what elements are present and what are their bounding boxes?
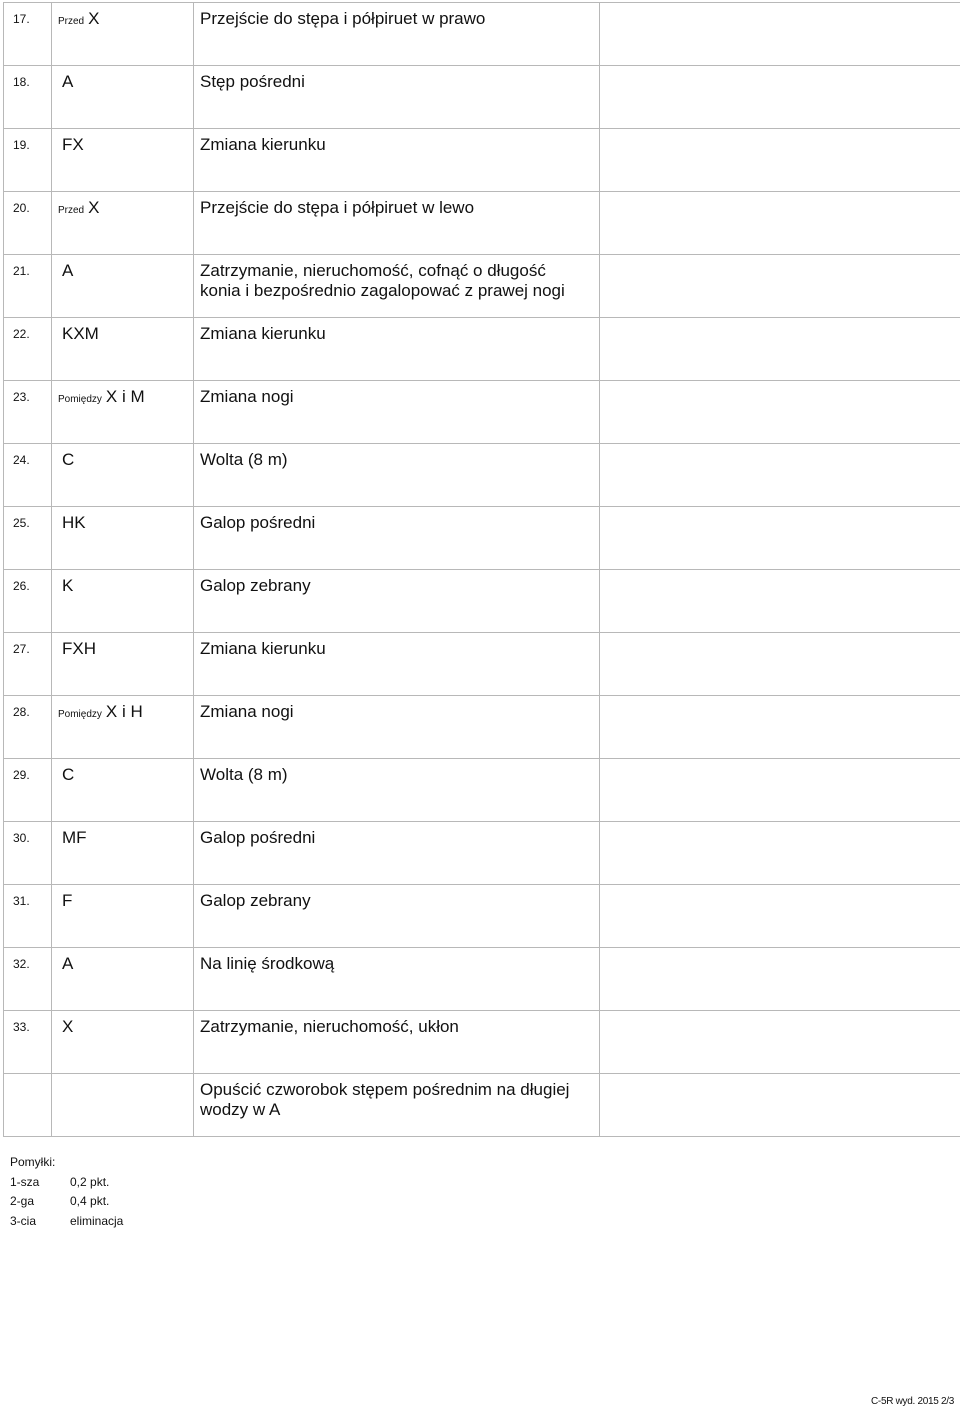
location-letters: HK <box>62 513 86 532</box>
errors-list <box>10 1173 123 1232</box>
location-prefix: Przed <box>58 205 85 216</box>
row-location <box>52 696 194 759</box>
location-letters: C <box>62 450 75 469</box>
location-letters: A <box>62 261 74 280</box>
row-description: Wolta (8 m) <box>194 444 600 507</box>
row-description: Zatrzymanie, nieruchomość, ukłon <box>194 1011 600 1074</box>
row-description: Przejście do stępa i półpiruet w prawo <box>194 3 600 66</box>
row-description: Przejście do stępa i półpiruet w lewo <box>194 192 600 255</box>
test-table-body <box>4 3 960 1137</box>
location-letters: A <box>62 954 74 973</box>
row-notes <box>600 66 960 129</box>
table-row <box>4 129 960 192</box>
table-row <box>4 759 960 822</box>
row-description: Galop zebrany <box>194 885 600 948</box>
errors-title: Pomyłki: <box>10 1155 56 1169</box>
table-row <box>4 885 960 948</box>
errors-legend <box>10 1153 123 1231</box>
row-notes <box>600 255 960 318</box>
location-letters: F <box>62 891 73 910</box>
row-description: Zmiana nogi <box>194 381 600 444</box>
row-location <box>52 759 194 822</box>
location-letters: FXH <box>62 639 96 658</box>
location-letters: X <box>88 198 100 217</box>
location-letters: A <box>62 72 74 91</box>
row-number: 18. <box>4 66 52 129</box>
row-number: 17. <box>4 3 52 66</box>
location-letters: K <box>62 576 74 595</box>
table-row <box>4 633 960 696</box>
row-description: Galop pośredni <box>194 507 600 570</box>
error-label: 1-sza <box>10 1174 40 1189</box>
row-number: 25. <box>4 507 52 570</box>
row-location <box>52 507 194 570</box>
table-row <box>4 570 960 633</box>
location-letters: X <box>88 9 100 28</box>
row-notes <box>600 192 960 255</box>
row-notes <box>600 948 960 1011</box>
row-location <box>52 444 194 507</box>
row-description: Wolta (8 m) <box>194 759 600 822</box>
location-letters: KXM <box>62 324 99 343</box>
row-notes <box>600 444 960 507</box>
row-number: 30. <box>4 822 52 885</box>
row-number: 22. <box>4 318 52 381</box>
row-number <box>4 1074 52 1137</box>
row-location <box>52 192 194 255</box>
row-notes <box>600 381 960 444</box>
row-number: 20. <box>4 192 52 255</box>
location-letters: FX <box>62 135 84 154</box>
row-notes <box>600 1074 960 1137</box>
row-number: 21. <box>4 255 52 318</box>
location-letters: X i H <box>105 702 143 721</box>
row-location <box>52 633 194 696</box>
table-row <box>4 192 960 255</box>
row-description: Zmiana nogi <box>194 696 600 759</box>
row-notes <box>600 759 960 822</box>
row-notes <box>600 1011 960 1074</box>
location-letters: X i M <box>105 387 145 406</box>
test-table <box>3 2 960 1137</box>
row-location <box>52 885 194 948</box>
table-row <box>4 66 960 129</box>
error-item <box>10 1173 123 1193</box>
row-description: Opuścić czworobok stępem pośrednim na długiej wodzy w A <box>194 1074 600 1137</box>
row-notes <box>600 633 960 696</box>
row-notes <box>600 696 960 759</box>
row-number: 29. <box>4 759 52 822</box>
row-location <box>52 570 194 633</box>
row-location <box>52 255 194 318</box>
error-label: 3-cia <box>10 1213 37 1228</box>
row-description: Na linię środkową <box>194 948 600 1011</box>
table-row <box>4 444 960 507</box>
row-number: 27. <box>4 633 52 696</box>
row-location <box>52 3 194 66</box>
row-number: 26. <box>4 570 52 633</box>
table-row <box>4 255 960 318</box>
row-location <box>52 948 194 1011</box>
row-description: Zmiana kierunku <box>194 633 600 696</box>
row-notes <box>600 885 960 948</box>
page-footer: C-5R wyd. 2015 2/3 <box>871 1396 954 1407</box>
table-row <box>4 318 960 381</box>
table-row <box>4 1011 960 1074</box>
row-number: 19. <box>4 129 52 192</box>
row-number: 24. <box>4 444 52 507</box>
row-description: Zmiana kierunku <box>194 129 600 192</box>
row-location <box>52 381 194 444</box>
location-letters: X <box>62 1017 74 1036</box>
table-row <box>4 1074 960 1137</box>
row-notes <box>600 129 960 192</box>
location-prefix: Pomiędzy <box>58 394 102 405</box>
table-row <box>4 822 960 885</box>
error-value: 0,2 pkt. <box>70 1174 110 1189</box>
row-location <box>52 1011 194 1074</box>
row-location <box>52 1074 194 1137</box>
row-location <box>52 318 194 381</box>
error-item <box>10 1212 123 1232</box>
row-notes <box>600 822 960 885</box>
row-location <box>52 822 194 885</box>
row-location <box>52 66 194 129</box>
table-row <box>4 381 960 444</box>
table-row <box>4 3 960 66</box>
row-notes <box>600 318 960 381</box>
row-description: Stęp pośredni <box>194 66 600 129</box>
row-number: 28. <box>4 696 52 759</box>
row-location <box>52 129 194 192</box>
row-number: 32. <box>4 948 52 1011</box>
row-description: Galop zebrany <box>194 570 600 633</box>
row-description: Zmiana kierunku <box>194 318 600 381</box>
table-row <box>4 696 960 759</box>
row-number: 33. <box>4 1011 52 1074</box>
table-row <box>4 507 960 570</box>
row-number: 31. <box>4 885 52 948</box>
error-value: 0,4 pkt. <box>70 1194 110 1208</box>
location-prefix: Przed <box>58 16 85 27</box>
row-number: 23. <box>4 381 52 444</box>
row-notes <box>600 3 960 66</box>
table-row <box>4 948 960 1011</box>
error-label: 2-ga <box>10 1194 35 1208</box>
row-description: Galop pośredni <box>194 822 600 885</box>
error-value: eliminacja <box>70 1213 124 1228</box>
row-notes <box>600 570 960 633</box>
row-notes <box>600 507 960 570</box>
error-item <box>10 1192 123 1212</box>
location-prefix: Pomiędzy <box>58 709 102 720</box>
row-description: Zatrzymanie, nieruchomość, cofnąć o długość konia i bezpośrednio zagalopować z prawej nogi <box>194 255 600 318</box>
location-letters: C <box>62 765 75 784</box>
location-letters: MF <box>62 828 87 847</box>
